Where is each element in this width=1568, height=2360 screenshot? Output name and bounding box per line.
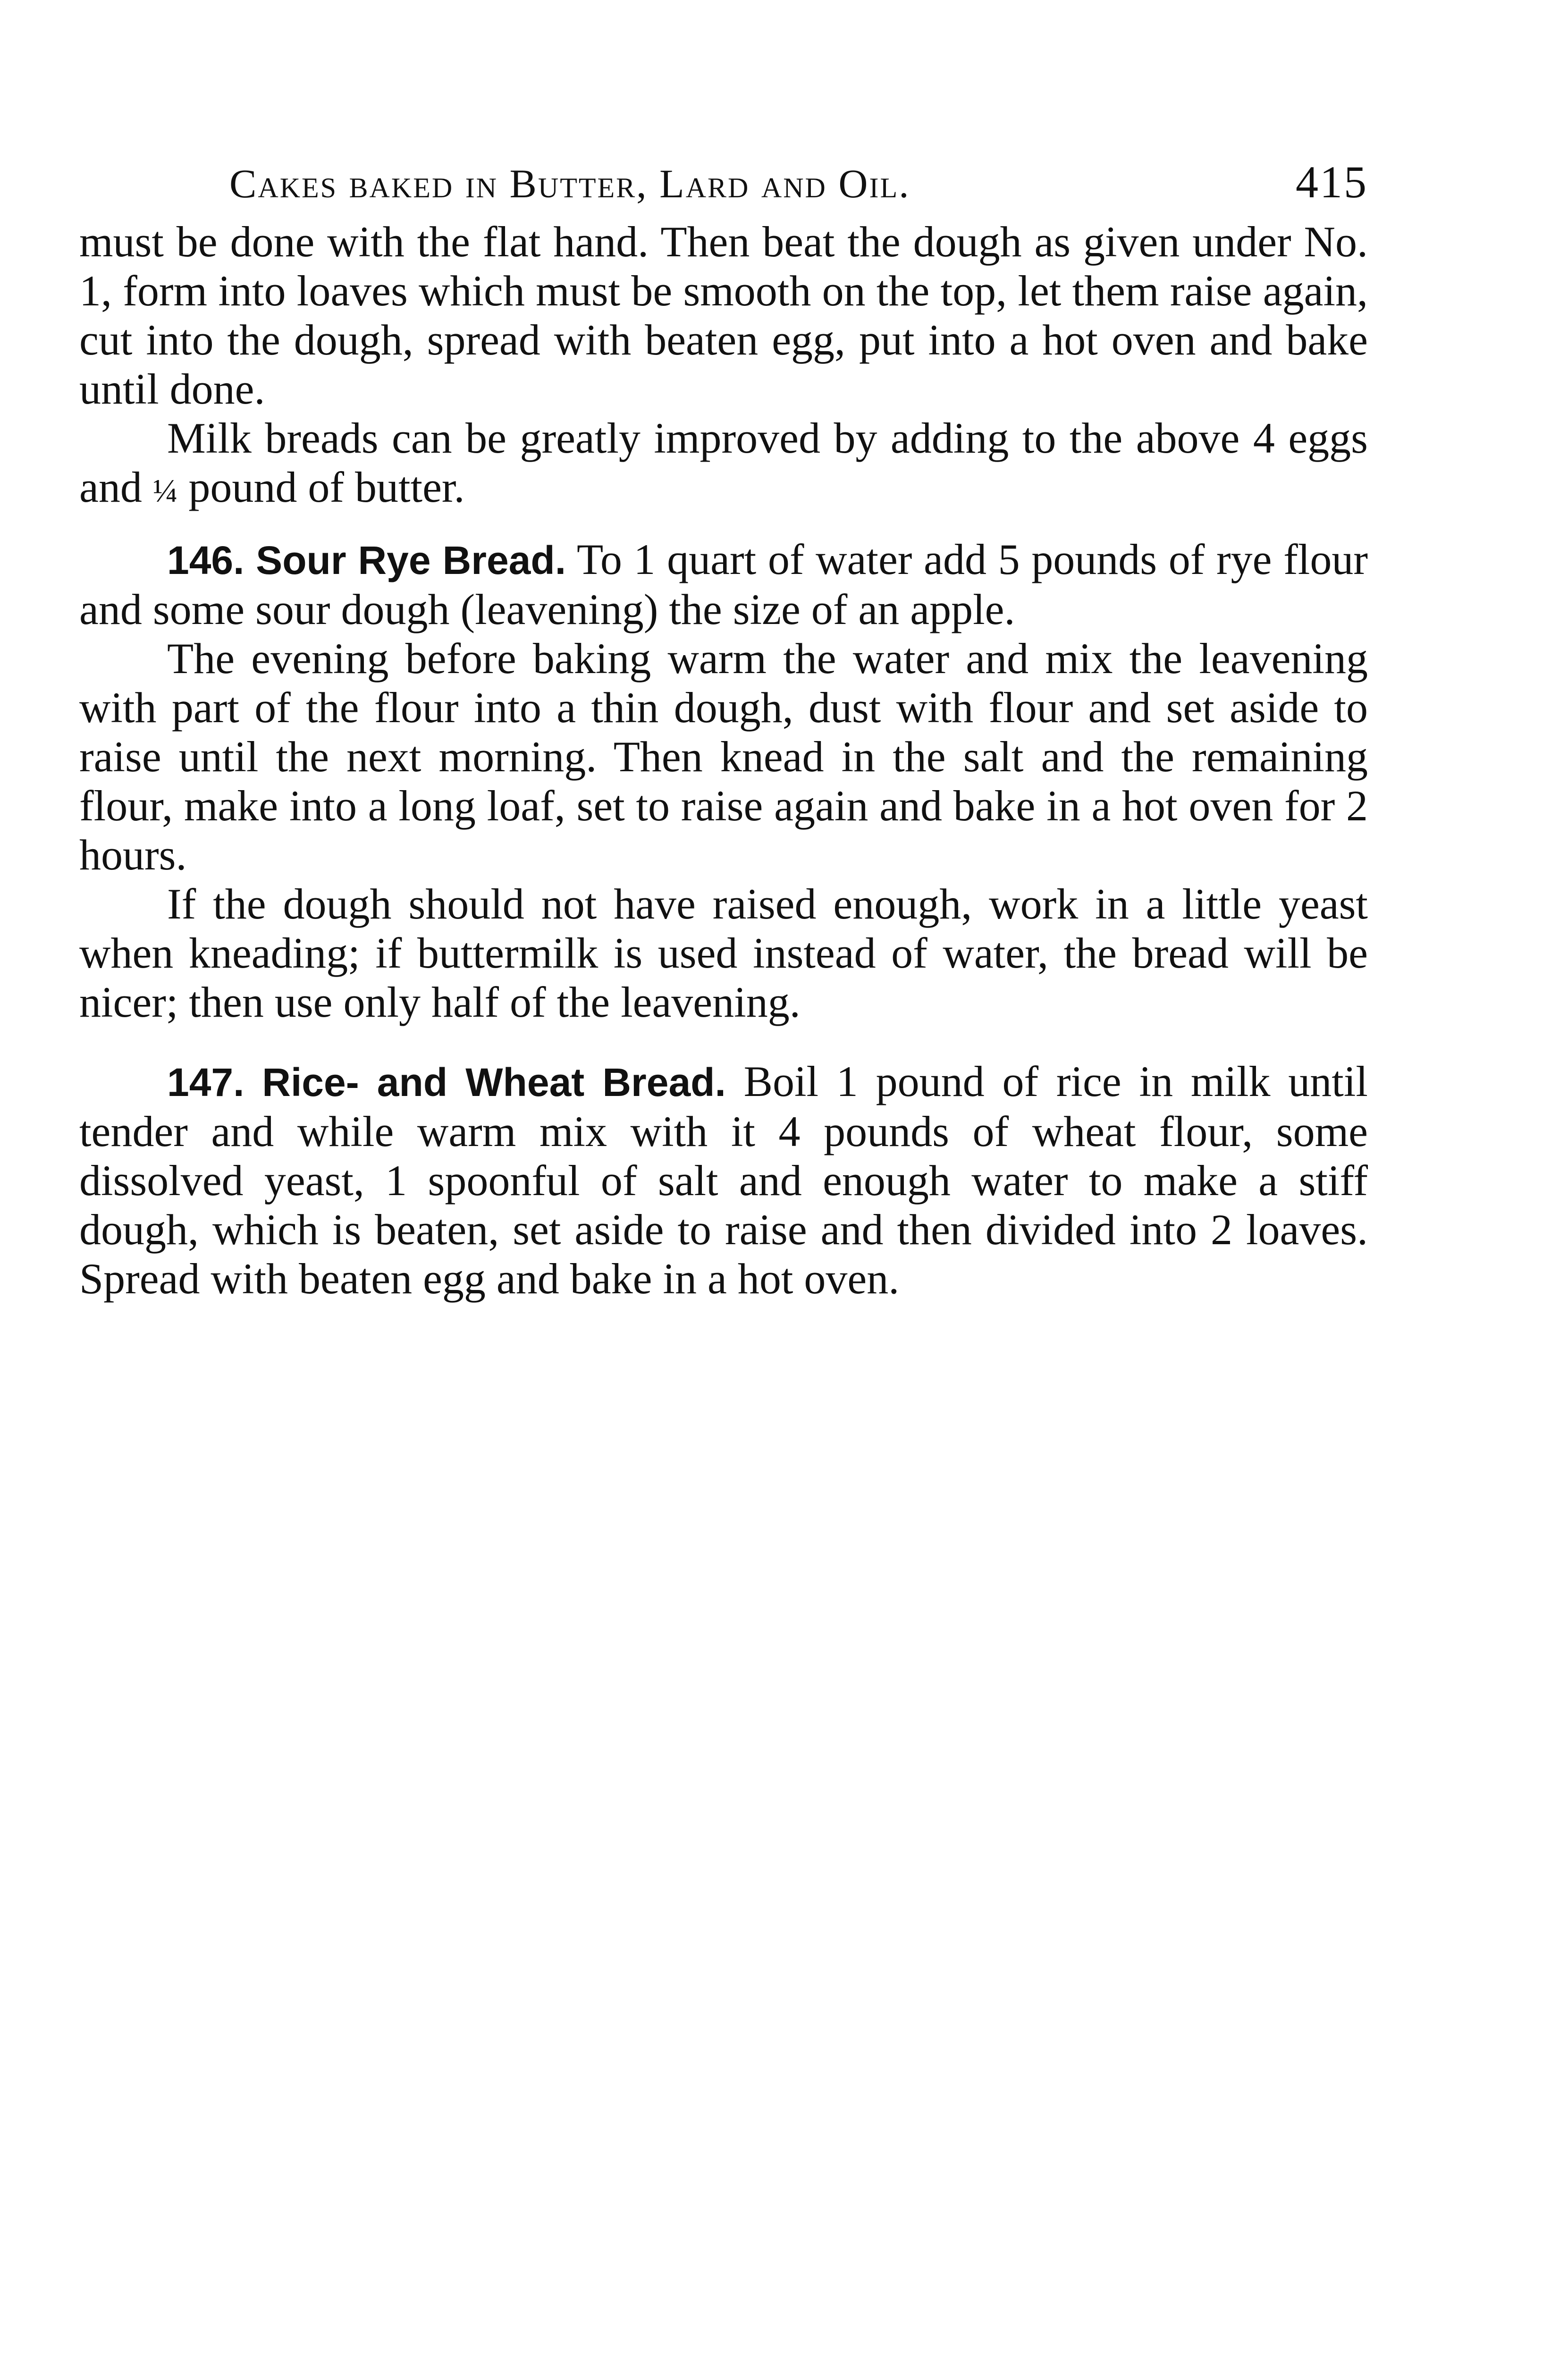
paragraph-milk-breads <box>79 413 1368 516</box>
book-page <box>79 156 1368 1303</box>
page-number: 415 <box>1296 157 1368 207</box>
paragraph-continuation: must be done with the flat hand. Then beat the dough as given under No. 1, form into loaves which must be smooth on the top, let them raise again, cut into the dough, spread with beaten egg, put into a hot oven and bake until done. <box>79 218 1368 413</box>
recipe-147 <box>79 1057 1368 1303</box>
paragraph-milk-breads-end: pound of butter. <box>177 463 465 511</box>
running-head <box>79 156 1368 212</box>
recipe-146-text: To 1 quart of water add 5 pounds of rye flour and some sour dough (leavening) the size of an apple. <box>79 535 1368 633</box>
recipe-146 <box>79 535 1368 634</box>
paragraph-milk-breads-text: Milk breads can be greatly improved by adding to the above 4 eggs and <box>79 414 1368 511</box>
recipe-146-number: 146. <box>167 538 244 582</box>
paragraph-evening-before: The evening before baking warm the water and mix the leavening with part of the flour into a thin dough, dust with flour and set aside to raise until the next morning. Then knead in the salt and the remaining flour, make into a long loaf, set to raise again and bake in a hot oven for 2 hours. <box>79 634 1368 879</box>
fraction-quarter: ¼ <box>152 473 178 509</box>
running-title: Cakes baked in Butter, Lard and Oil. <box>229 161 910 206</box>
page-body <box>79 217 1368 1303</box>
recipe-147-text: Boil 1 pound of rice in milk until tender and while warm mix with it 4 pounds of wheat flour, some dissolved yeast, 1 spoonful of salt and enough water to make a stiff dough, which is beaten, set aside to raise and then divided into 2 loaves. Spread with beaten egg and bake in a hot oven. <box>79 1057 1368 1303</box>
recipe-147-number: 147. <box>167 1060 244 1104</box>
recipe-146-title: Sour Rye Bread. <box>256 538 566 582</box>
paragraph-if-dough: If the dough should not have raised enough, work in a little yeast when kneading; if buttermilk is used instead of water, the bread will be nicer; then use only half of the leavening. <box>79 880 1368 1026</box>
recipe-147-title: Rice- and Wheat Bread. <box>262 1060 726 1104</box>
